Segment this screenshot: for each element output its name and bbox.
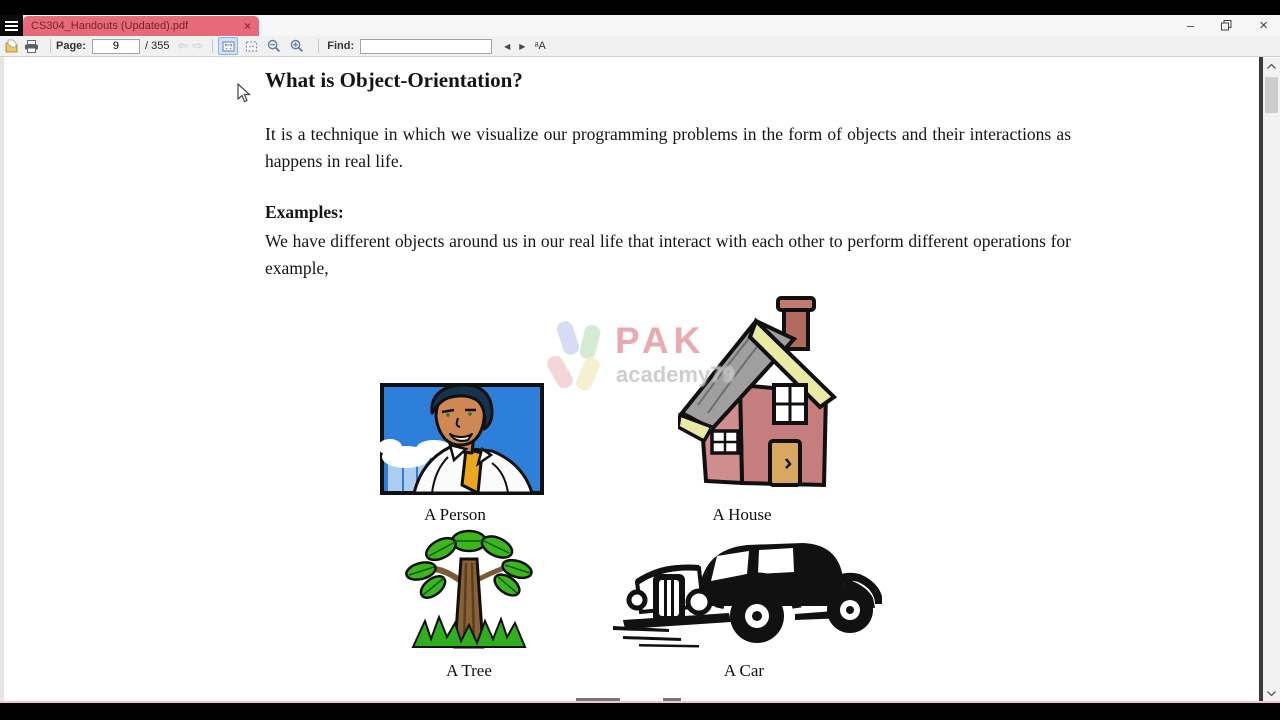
close-button[interactable]: × <box>1259 17 1268 34</box>
page-total: / 355 <box>144 40 170 52</box>
match-case-icon[interactable]: ᵃA <box>534 40 546 52</box>
fit-page-button[interactable] <box>241 37 261 55</box>
find-previous-icon[interactable]: ◀ <box>504 41 511 51</box>
find-input[interactable] <box>360 39 492 54</box>
toolbar-separator <box>50 39 51 53</box>
vertical-scrollbar[interactable] <box>1263 57 1280 703</box>
tree-caption: A Tree <box>446 661 492 680</box>
scroll-up-icon[interactable] <box>1263 59 1280 74</box>
house-illustration <box>678 293 840 495</box>
doc-paragraph-2: We have different objects around us in our real life that interact with each other to perform different operations for example, <box>265 231 1071 278</box>
window-controls <box>1187 15 1268 36</box>
watermark-text-1: PAK <box>615 320 706 361</box>
restore-button[interactable] <box>1221 20 1232 31</box>
open-file-button[interactable] <box>5 39 18 53</box>
print-button[interactable] <box>24 40 39 53</box>
find-label: Find: <box>327 40 355 52</box>
zoom-out-button[interactable] <box>264 37 284 55</box>
find-next-icon[interactable]: ▶ <box>519 41 526 51</box>
open-file-icon <box>5 39 18 53</box>
fit-width-icon <box>222 41 235 52</box>
print-icon <box>24 40 39 53</box>
hamburger-icon <box>5 21 18 23</box>
doc-heading: What is Object-Orientation? <box>265 68 523 92</box>
zoom-out-icon <box>267 39 281 53</box>
mouse-cursor <box>237 83 253 103</box>
person-illustration <box>380 383 544 495</box>
tab-title: CS304_Handouts (Updated).pdf <box>31 20 189 32</box>
page-label: Page: <box>56 40 86 52</box>
tree-figure <box>403 525 538 658</box>
person-caption: A Person <box>424 505 486 524</box>
tree-illustration <box>403 525 538 653</box>
watermark-logo-icon <box>540 317 618 395</box>
scroll-down-icon[interactable] <box>1263 686 1280 701</box>
car-caption: A Car <box>723 661 765 680</box>
fit-width-button[interactable] <box>218 37 238 55</box>
house-caption: A House <box>712 505 772 524</box>
restore-icon <box>1221 20 1232 31</box>
doc-paragraph-1: It is a technique in which we visualize our programming problems in the form of objects and their interactions as happens in real life. <box>265 124 1071 171</box>
doc-examples-heading: Examples: <box>265 202 344 222</box>
nav-back-icon[interactable]: ⇦ <box>177 38 189 53</box>
letterbox-bottom <box>0 703 1280 720</box>
tab-close-icon[interactable]: × <box>243 19 251 33</box>
house-figure <box>678 293 840 500</box>
minimize-button[interactable]: – <box>1187 18 1195 33</box>
nav-forward-icon[interactable]: ⇨ <box>192 38 204 53</box>
document-tab[interactable] <box>23 16 259 36</box>
tab-bar <box>0 15 1280 36</box>
page-left-margin <box>0 57 4 703</box>
toolbar <box>0 36 1280 57</box>
zoom-in-icon <box>290 39 304 53</box>
car-figure <box>607 532 882 655</box>
watermark-text-2: academy79 <box>616 362 735 387</box>
person-figure <box>380 383 544 500</box>
page-number-input[interactable] <box>92 39 140 54</box>
fit-page-icon <box>245 41 258 52</box>
letterbox-top <box>0 0 1280 15</box>
menu-button[interactable] <box>0 15 23 36</box>
zoom-in-button[interactable] <box>287 37 307 55</box>
car-illustration <box>607 532 882 650</box>
scrollbar-thumb[interactable] <box>1265 77 1278 113</box>
